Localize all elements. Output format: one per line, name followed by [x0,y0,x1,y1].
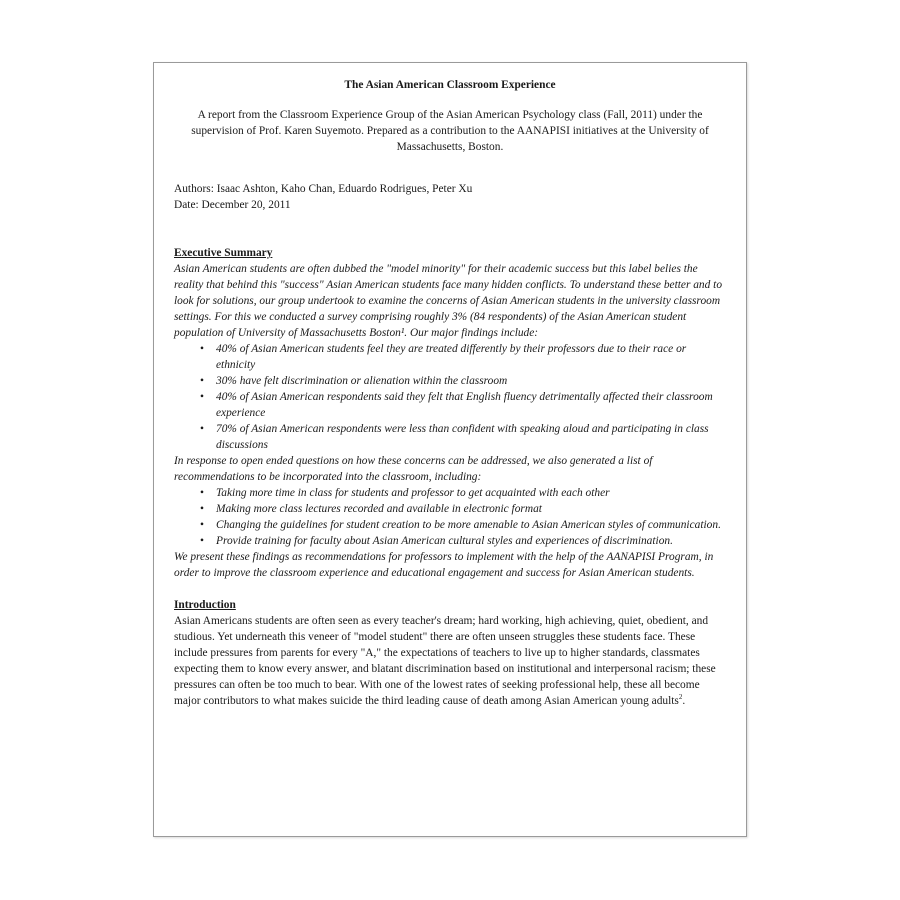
recommendations-intro: In response to open ended questions on how these concerns can be addressed, we also generated a list of recommendations to be incorporated into the classroom, including: [174,455,653,483]
date-line: Date: December 20, 2011 [174,199,291,211]
executive-summary-intro: Asian American students are often dubbed the "model minority" for their academic success but this label belies the reality that behind this "success" Asian American students face many hidden conflicts. To understand these better and to look for solutions, our group undertook to examine the concerns of Asian American students in the university classroom settings. For this we conducted a survey comprising roughly 3% (84 respondents) of the Asian American student population of University of Massachusetts Boston¹. Our major findings include: [174,263,723,339]
introduction-text: Asian Americans students are often seen as every teacher's dream; hard working, high achieving, quiet, obedient, and studious. Yet underneath this veneer of "model student" there are often unseen struggles these students face. These include pressures from parents for every "A," the expectations of teachers to live up to higher standards, classmates expecting them to know every answer, and blatant discrimination based on institutional and interpersonal racism; these pressures can often be too much to bear. With one of the lowest rates of seeking professional help, these all become major contributors to what makes suicide the third leading cause of death among Asian American young adults [174,615,716,707]
introduction-body: Asian Americans students are often seen as every teacher's dream; hard working, high achieving, quiet, obedient, and studious. Yet underneath this veneer of "model student" there are often unseen struggles these students face. These include pressures from parents for every "A," the expectations of teachers to live up to higher standards, classmates expecting them to know every answer, and blatant discrimination based on institutional and interpersonal racism; these pressures can often be too much to bear. With one of the lowest rates of seeking professional help, these all become major contributors to what makes suicide the third leading cause of death among Asian American young adults$^2$. [174,615,716,707]
recommendation-item: • Taking more time in class for students and professor to get acquainted with each other [200,485,726,501]
introduction-heading: Introduction [174,599,236,611]
document-title: The Asian American Classroom Experience [344,79,556,91]
finding-item: • 30% have felt discrimination or alienation within the classroom [200,373,726,389]
executive-summary-closing: We present these findings as recommendations for professors to implement with the help of the AANAPISI Program, in order to improve the classroom experience and educational engagement and success for Asian American students. [174,551,714,579]
findings-list [174,341,726,453]
executive-summary-section [174,245,726,581]
document-page [153,62,747,837]
authors-line: Authors: Isaac Ashton, Kaho Chan, Eduardo Rodrigues, Peter Xu [174,183,473,195]
recommendation-item: • Making more class lectures recorded and available in electronic format [200,501,726,517]
introduction-section [174,597,726,709]
document-meta [174,181,726,213]
finding-item: • 40% of Asian American respondents said they felt that English fluency detrimentally affected their classroom experience [200,389,726,421]
recommendation-item: • Provide training for faculty about Asian American cultural styles and experiences of discrimination. [200,533,726,549]
recommendation-item: • Changing the guidelines for student creation to be more amenable to Asian American styles of communication. [200,517,726,533]
footnote-marker: 2 [678,693,683,702]
executive-summary-heading: Executive Summary [174,247,273,259]
finding-item: • 70% of Asian American respondents were less than confident with speaking aloud and participating in class discussions [200,421,726,453]
recommendations-list [174,485,726,549]
document-subtitle: A report from the Classroom Experience Group of the Asian American Psychology class (Fall, 2011) under the supervision of Prof. Karen Suyemoto. Prepared as a contribution to the AANAPISI initiatives at the University of Massachusetts, Boston. [191,109,709,153]
finding-item: • 40% of Asian American students feel they are treated differently by their professors due to their race or ethnicity [200,341,726,373]
